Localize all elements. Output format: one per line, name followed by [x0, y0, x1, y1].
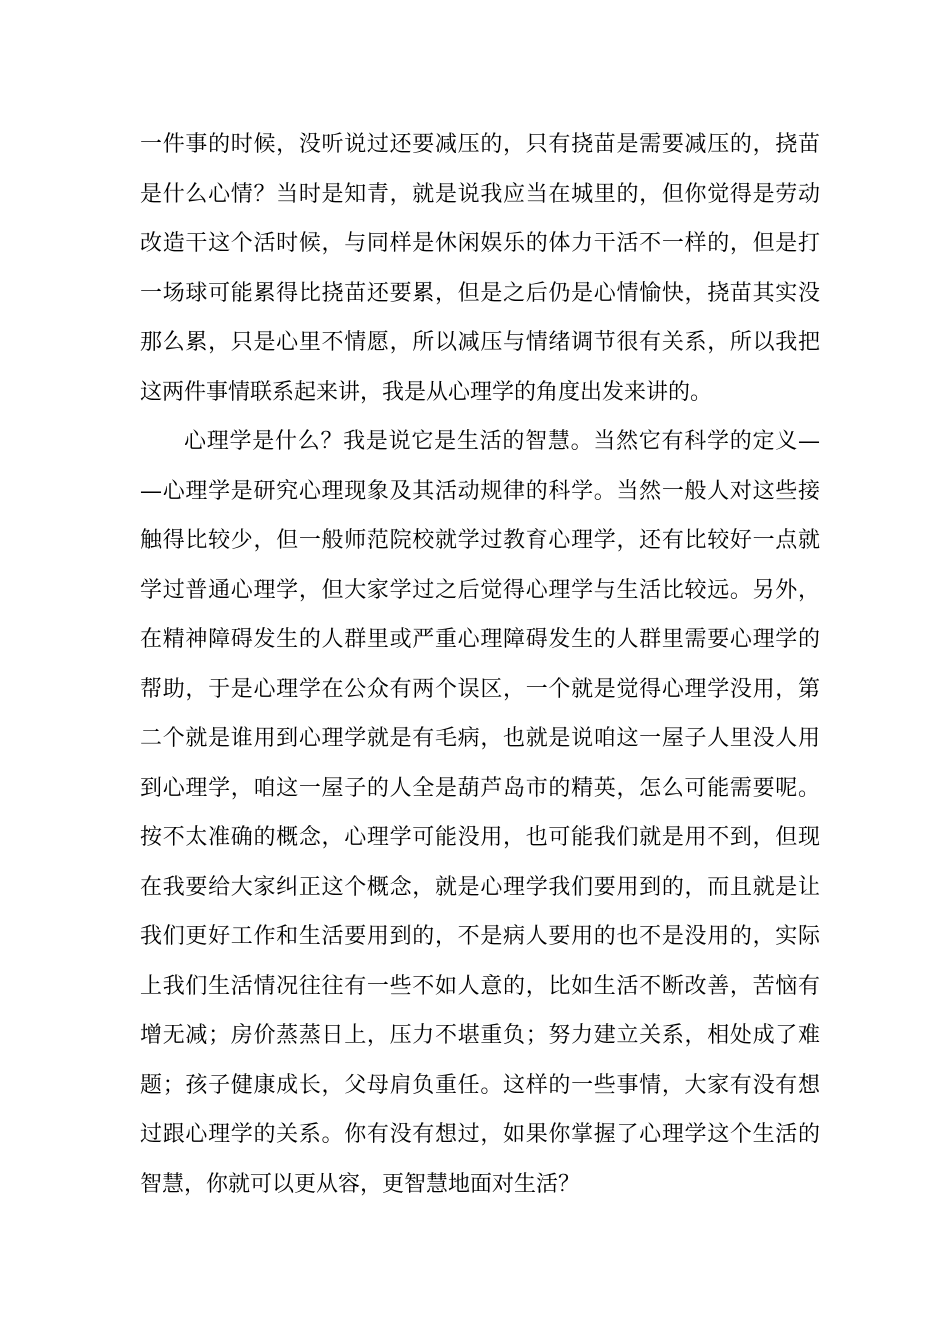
text-line: 学过普通心理学，但大家学过之后觉得心理学与生活比较远。另外， — [140, 577, 820, 603]
text-line: 是什么心情？当时是知青，就是说我应当在城里的，但你觉得是劳动 — [140, 181, 820, 207]
text-line: 一件事的时候，没听说过还要减压的，只有挠苗是需要减压的，挠苗 — [140, 132, 820, 157]
text-line: 智慧，你就可以更从容，更智慧地面对生活？ — [140, 1171, 581, 1197]
text-line: 触得比较少，但一般师范院校就学过教育心理学，还有比较好一点就 — [140, 528, 820, 553]
text-line: 在精神障碍发生的人群里或严重心理障碍发生的人群里需要心理学的 — [140, 627, 820, 652]
text-line: 二个就是谁用到心理学就是有毛病，也就是说咱这一屋子人里没人用 — [140, 726, 820, 751]
text-line: 题；孩子健康成长，父母肩负重任。这样的一些事情，大家有没有想 — [140, 1072, 820, 1098]
text-line: 上我们生活情况往往有一些不如人意的，比如生活不断改善，苦恼有 — [140, 973, 820, 999]
text-line: 增无减；房价蒸蒸日上，压力不堪重负；努力建立关系，相处成了难 — [140, 1023, 820, 1048]
document-body — [140, 120, 820, 1209]
text-line: 改造干这个活时候，与同样是休闲娱乐的体力干活不一样的，但是打 — [140, 231, 820, 256]
paragraph-2 — [140, 417, 820, 1209]
text-line: 到心理学，咱这一屋子的人全是葫芦岛市的精英，怎么可能需要呢。 — [140, 775, 820, 801]
text-line: 一场球可能累得比挠苗还要累，但是之后仍是心情愉快，挠苗其实没 — [140, 280, 820, 306]
text-line: 过跟心理学的关系。你有没有想过，如果你掌握了心理学这个生活的 — [140, 1122, 820, 1147]
text-line: 心理学是什么？我是说它是生活的智慧。当然它有科学的定义— — [184, 429, 820, 454]
text-line: 那么累，只是心里不情愿，所以减压与情绪调节很有关系，所以我把 — [140, 330, 820, 355]
text-line: 我们更好工作和生活要用到的，不是病人要用的也不是没用的，实际 — [140, 924, 820, 949]
text-line: 在我要给大家纠正这个概念，就是心理学我们要用到的，而且就是让 — [140, 874, 820, 900]
text-line: —心理学是研究心理现象及其活动规律的科学。当然一般人对这些接 — [140, 478, 820, 504]
text-line: 按不太准确的概念，心理学可能没用，也可能我们就是用不到，但现 — [140, 825, 820, 850]
text-line: 帮助，于是心理学在公众有两个误区，一个就是觉得心理学没用，第 — [140, 676, 820, 702]
text-line: 这两件事情联系起来讲，我是从心理学的角度出发来讲的。 — [140, 379, 713, 405]
paragraph-1 — [140, 120, 820, 417]
